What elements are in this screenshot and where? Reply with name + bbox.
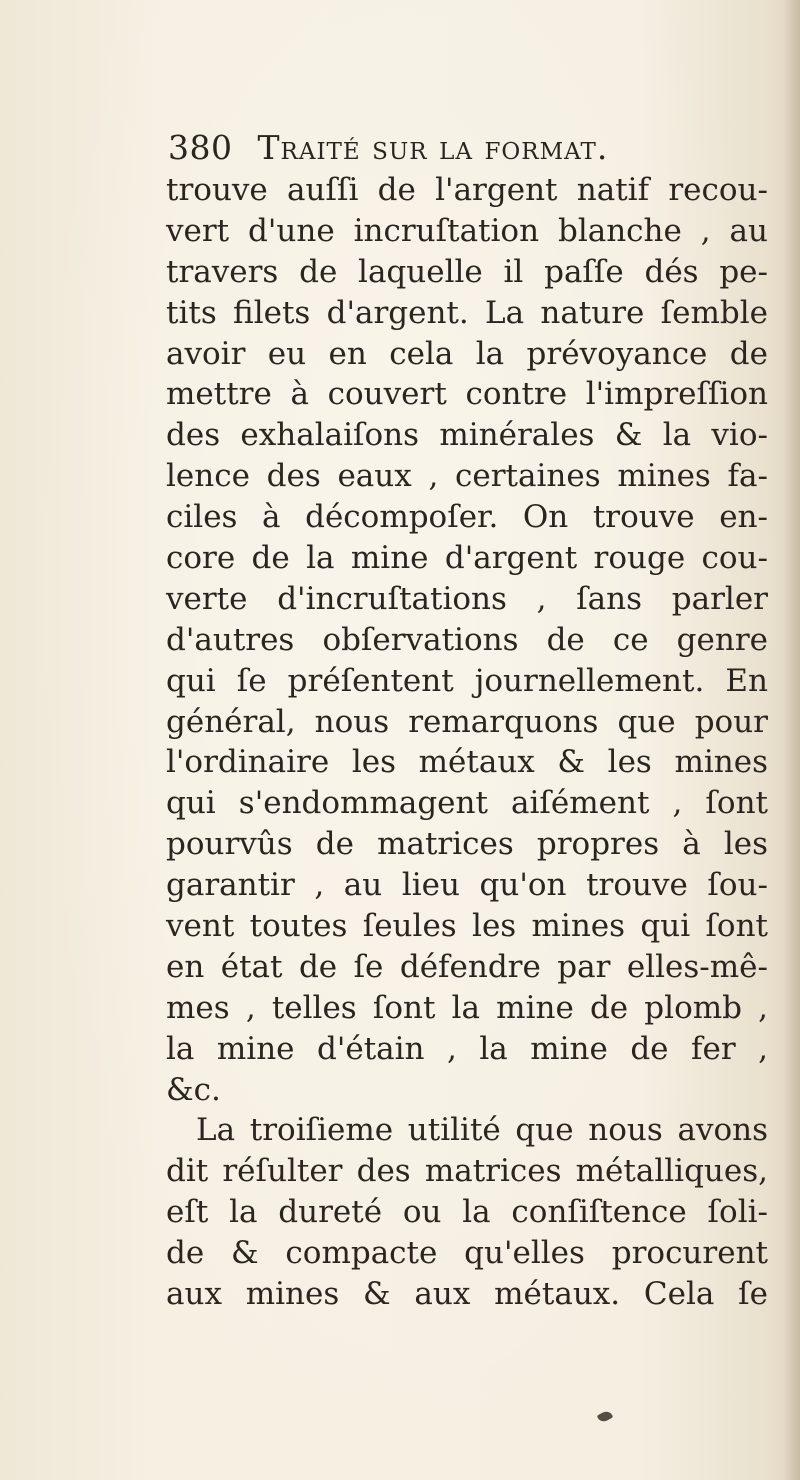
text-line: vent toutes ſeules les mines qui ſont [166, 908, 768, 945]
text-line: eſt la dureté ou la conſiſtence ſoli- [166, 1194, 768, 1231]
text-line: aux mines & aux métaux. Cela ſe [166, 1276, 768, 1313]
text-line: des exhalaiſons minérales & la vio- [166, 417, 768, 454]
text-line: vert d'une incruſtation blanche , au [166, 212, 768, 249]
text-line: trouve auſſi de l'argent natif recou- [166, 172, 768, 208]
running-header [168, 126, 788, 170]
text-line: général, nous remarquons que pour [166, 703, 768, 740]
body-text [166, 170, 768, 1315]
text-line: avoir eu en cela la prévoyance de [166, 335, 768, 372]
text-line: travers de laquelle il paſſe dés pe- [166, 253, 768, 290]
text-line: de & compacte qu'elles procurent [166, 1235, 768, 1272]
page-number: 380 [168, 128, 233, 167]
page-edge-shadow [784, 0, 800, 1480]
text-line: verte d'incruſtations , ſans parler [166, 580, 768, 617]
text-line: qui ſe préſentent journellement. En [166, 662, 768, 699]
text-line: en état de ſe défendre par elles-mê- [166, 948, 768, 985]
text-line: ciles à décompoſer. On trouve en- [166, 499, 768, 536]
text-line: core de la mine d'argent rouge cou- [166, 540, 768, 577]
running-title: Traité sur la format. [257, 128, 609, 167]
ink-mark [597, 1409, 614, 1424]
text-line: mes , telles ſont la mine de plomb , [166, 989, 768, 1026]
text-line: pourvûs de matrices propres à les [166, 826, 768, 863]
text-line: garantir , au lieu qu'on trouve ſou- [166, 867, 768, 904]
text-line: tits filets d'argent. La nature ſemble [166, 294, 768, 331]
text-line: lence des eaux , certaines mines fa- [166, 458, 768, 495]
text-line: dit réſulter des matrices métalliques, [166, 1153, 768, 1190]
text-line: &c. [166, 1071, 221, 1108]
text-line: l'ordinaire les métaux & les mines [166, 744, 768, 781]
text-line: la mine d'étain , la mine de fer , [166, 1030, 768, 1067]
paragraph-first-line: La troiſieme utilité que nous avons [196, 1112, 768, 1149]
text-line: d'autres obſervations de ce genre [166, 621, 768, 658]
text-line: mettre à couvert contre l'impreſſion [166, 376, 768, 413]
text-line: qui s'endommagent aiſément , ſont [166, 785, 768, 822]
